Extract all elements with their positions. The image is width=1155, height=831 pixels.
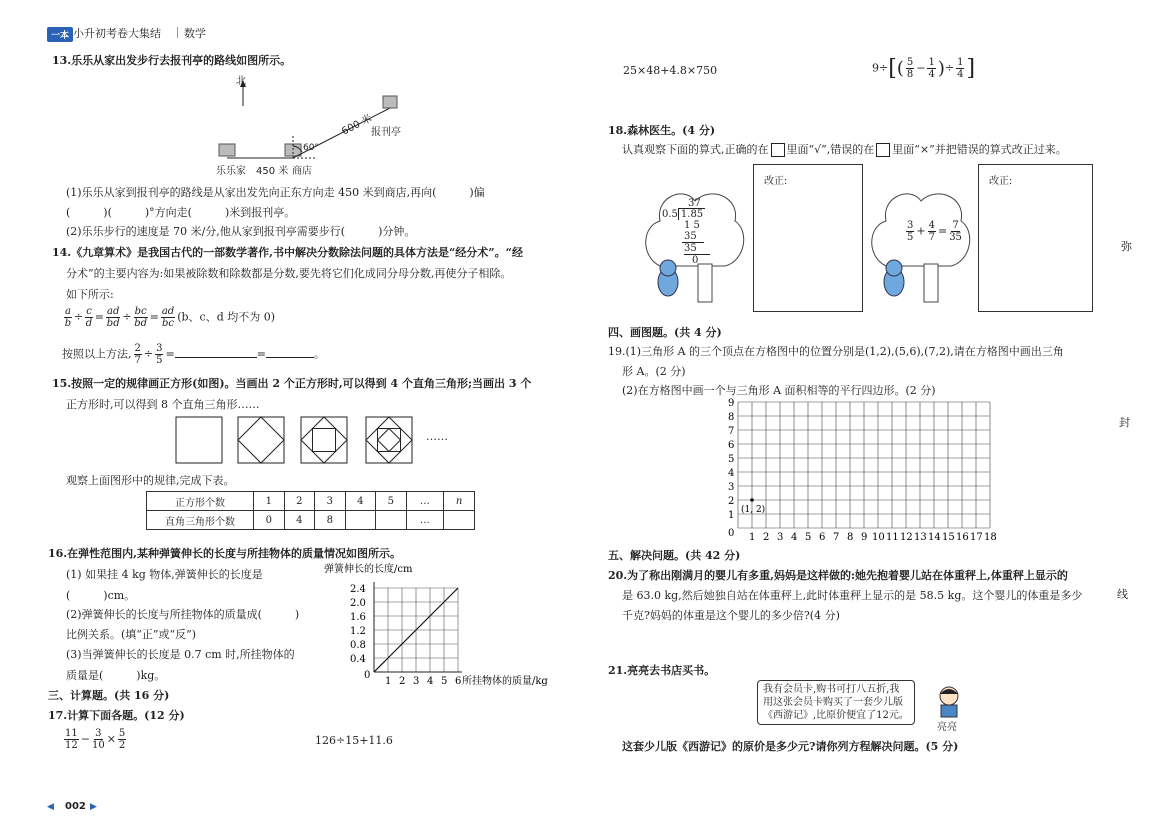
calc-expr-1: $\frac{11}{12}$ − $\frac{3}{10}$ × $\frac{5}{2}$ [65, 728, 126, 751]
division-work: 37 0.5 1.85 1 5 35 35 0 [662, 198, 710, 266]
q21-ask: 这套少儿版《西游记》的原价是多少元?请你列方程解决问题。(5 分) [622, 740, 959, 753]
x-grid-label: 3 [777, 532, 784, 543]
angle-label: 60° [303, 143, 319, 153]
q20-l2: 是 63.0 kg,然后她独自站在体重秤上,此时体重秤上显示的是 58.5 kg。这个婴儿的体重是多少 [622, 589, 1083, 602]
y-tick-label: 2.0 [350, 598, 366, 609]
x-grid-label: 13 [914, 532, 927, 543]
y-tick-label: 1.6 [350, 612, 366, 623]
given-point [750, 498, 754, 502]
q16-l3: (2)弹簧伸长的长度与所挂物体的质量成( ) [66, 608, 300, 621]
q16-l5: (3)当弹簧伸长的长度是 0.7 cm 时,所挂物体的 [66, 648, 295, 661]
q20-l3: 千克?妈妈的体重是这个婴儿的多少倍?(4 分) [622, 609, 840, 622]
tree-illustration-2 [866, 186, 976, 306]
y-tick-label: 1.2 [350, 626, 366, 637]
correction-label-1: 改正: [764, 176, 788, 187]
q16-l4: 比例关系。(填“正”或“反”) [66, 628, 197, 641]
q16-l2: ( )cm。 [66, 589, 136, 602]
y-grid-label: 3 [728, 482, 735, 493]
q18-title: 18.森林医生。(4 分) [608, 124, 716, 137]
sec4-title: 四、画图题。(共 4 分) [608, 326, 722, 339]
table-cell: 2 [284, 492, 315, 511]
q14-line1: 14.《九章算术》是我国古代的一部数学著作,书中解决分数除法问题的具体方法是“经分术”。“经 [52, 246, 523, 259]
cross-box[interactable] [876, 143, 890, 157]
q15-line3: 观察上面图形中的规律,完成下表。 [66, 474, 235, 487]
series-badge: 一本 [47, 27, 73, 42]
table-row [147, 511, 475, 530]
page-number: 002 [65, 801, 86, 812]
table-cell: n [444, 492, 475, 511]
q15-line1: 15.按照一定的规律画正方形(如图)。当画出 2 个正方形时,可以得到 4 个直角三角形;当画出 3 个 [52, 377, 532, 390]
table-cell: 3 [315, 492, 346, 511]
sec3-title: 三、计算题。(共 16 分) [48, 689, 170, 702]
y-grid-label: 4 [728, 468, 735, 479]
y-axis-label: 弹簧伸长的长度/cm [324, 564, 413, 575]
dist1-label: 450 米 [256, 166, 289, 177]
prev-page-icon[interactable]: ◀ [47, 802, 54, 812]
x-tick-label: 2 [399, 676, 406, 687]
check-box[interactable] [771, 143, 785, 157]
boy-avatar [934, 684, 964, 718]
correction-label-2: 改正: [989, 176, 1013, 187]
q15-squares [170, 414, 420, 466]
q14-ask: 按照以上方法, $\frac{2}{7}$ ÷ $\frac{3}{5}$ = = 。 [62, 343, 325, 366]
q19-l3: (2)在方格图中画一个与三角形 A 面积相等的平行四边形。(2 分) [622, 384, 936, 397]
calc-expr-4: 9÷[( $\frac{5}{8}$ − $\frac{1}{4}$ )÷ $\frac{1}{4}$ ] [872, 56, 976, 81]
q15-line2: 正方形时,可以得到 8 个直角三角形…… [66, 398, 260, 411]
x-axis-label: 所挂物体的质量/kg [462, 676, 548, 687]
table-cell: … [406, 511, 444, 530]
table-cell: … [406, 492, 444, 511]
table-cell: 8 [315, 511, 346, 530]
q20-l1: 20.为了称出刚满月的婴儿有多重,妈妈是这样做的:她先抱着婴儿站在体重秤上,体重秤上显示的 [608, 569, 1068, 582]
x-tick-label: 3 [413, 676, 420, 687]
table-answer-cell[interactable] [444, 511, 475, 530]
x-grid-label: 2 [763, 532, 770, 543]
y-grid-label: 2 [728, 496, 735, 507]
boy-name: 亮亮 [937, 722, 957, 733]
q13-title: 13.乐乐从家出发步行去报刊亭的路线如图所示。 [52, 54, 292, 67]
q14-line2: 分术”的主要内容为:如果被除数和除数都是分数,要先将它们化成同分母分数,再使分子相除。 [66, 267, 512, 280]
y-grid-label: 8 [728, 412, 735, 423]
calc-expr-2: 126÷15+11.6 [315, 734, 393, 747]
table-cell: 4 [284, 511, 315, 530]
y-grid-label: 9 [728, 398, 735, 409]
next-page-icon[interactable]: ▶ [90, 802, 97, 812]
x-grid-label: 15 [942, 532, 955, 543]
table-row [147, 492, 475, 511]
q16-l6: 质量是( )kg。 [66, 669, 166, 682]
q19-l1: 19.(1)三角形 A 的三个顶点在方格图中的位置分别是(1,2),(5,6),(7,2),请在方格图中画出三角 [608, 345, 1064, 358]
q14-blank-2[interactable] [266, 357, 314, 358]
y-grid-label: 7 [728, 426, 735, 437]
q15-ellipsis: …… [426, 430, 448, 443]
table-answer-cell[interactable] [376, 511, 407, 530]
x-grid-label: 14 [928, 532, 941, 543]
table-cell: 5 [376, 492, 407, 511]
q14-line3: 如下所示: [66, 288, 114, 301]
x-tick-label: 6 [455, 676, 462, 687]
q16-title: 16.在弹性范围内,某种弹簧伸长的长度与所挂物体的质量情况如图所示。 [48, 547, 401, 560]
table-cell: 直角三角形个数 [147, 511, 254, 530]
q13-line2: ( )( )°方向走( )米到报刊亭。 [66, 206, 296, 219]
series-title: 小升初考卷大集结 [73, 27, 161, 40]
y-tick-label: 2.4 [350, 584, 366, 595]
y-tick-label: 0.8 [350, 640, 366, 651]
q15-table [146, 491, 475, 530]
north-label: 北 [236, 76, 246, 87]
table-answer-cell[interactable] [345, 511, 376, 530]
x-tick-label: 4 [427, 676, 434, 687]
table-cell: 0 [254, 511, 285, 530]
spring-chart [318, 560, 558, 690]
calc-expr-3: 25×48+4.8×750 [623, 64, 718, 77]
given-point-label: (1, 2) [741, 505, 766, 515]
side-mark-2: 封 [1119, 416, 1130, 429]
table-cell: 4 [345, 492, 376, 511]
grid-origin-label: 0 [728, 528, 735, 539]
speech-bubble: 我有会员卡,购书可打八五折,我 用这张会员卡购买了一套少儿版 《西游记》,比原价便宜了12元。 [757, 680, 915, 725]
q14-formula: $\frac{a}{b}$ ÷ $\frac{c}{d}$ = $\frac{ad}{bd}$ ÷ $\frac{bc}{bd}$ = $\frac{ad}{bc}$ (b、c、d 均不为 0) [64, 306, 276, 329]
y-grid-label: 6 [728, 440, 735, 451]
x-grid-label: 4 [791, 532, 798, 543]
dist2-label: 600 米 [340, 113, 374, 138]
q18-desc: 认真观察下面的算式,正确的在 里面“√”,错误的在 里面“×”并把错误的算式改正过来。 [622, 143, 1067, 156]
kiosk-label: 报刊亭 [371, 127, 401, 138]
origin-label: 0 [364, 670, 371, 681]
side-mark-3: 线 [1117, 588, 1128, 601]
x-grid-label: 5 [805, 532, 812, 543]
q19-l2: 形 A。(2 分) [622, 365, 686, 378]
table-cell: 1 [254, 492, 285, 511]
fraction-work: $\frac{3}{5}$ + $\frac{4}{7}$ = $\frac{7}{35}$ [907, 220, 962, 243]
y-grid-label: 5 [728, 454, 735, 465]
x-grid-label: 7 [833, 532, 840, 543]
home-label: 乐乐家 [216, 166, 246, 177]
y-tick-label: 0.4 [350, 654, 366, 665]
x-grid-label: 1 [749, 532, 756, 543]
x-grid-label: 16 [956, 532, 969, 543]
x-grid-label: 11 [886, 532, 899, 543]
y-grid-label: 1 [728, 510, 735, 521]
coordinate-grid[interactable] [722, 398, 1002, 546]
x-grid-label: 12 [900, 532, 913, 543]
x-tick-label: 1 [385, 676, 392, 687]
x-tick-label: 5 [441, 676, 448, 687]
x-grid-label: 9 [861, 532, 868, 543]
x-grid-label: 18 [984, 532, 997, 543]
x-grid-label: 17 [970, 532, 983, 543]
q13-line1: (1)乐乐从家到报刊亭的路线是从家出发先向正东方向走 450 米到商店,再向( )偏 [66, 186, 485, 199]
header-divider [177, 27, 178, 38]
x-grid-label: 8 [847, 532, 854, 543]
q16-l1: (1) 如果挂 4 kg 物体,弹簧伸长的长度是 [66, 568, 263, 581]
table-cell: 正方形个数 [147, 492, 254, 511]
x-grid-label: 6 [819, 532, 826, 543]
q21-title: 21.亮亮去书店买书。 [608, 664, 716, 677]
q17-title: 17.计算下面各题。(12 分) [48, 709, 185, 722]
q13-line3: (2)乐乐步行的速度是 70 米/分,他从家到报刊亭需要步行( )分钟。 [66, 225, 416, 238]
shop-label: 商店 [292, 166, 312, 177]
side-mark-1: 弥 [1121, 240, 1132, 253]
x-grid-label: 10 [872, 532, 885, 543]
sec5-title: 五、解决问题。(共 42 分) [608, 549, 741, 562]
subject-label: 数学 [184, 27, 206, 40]
q14-blank-1[interactable] [175, 357, 257, 358]
